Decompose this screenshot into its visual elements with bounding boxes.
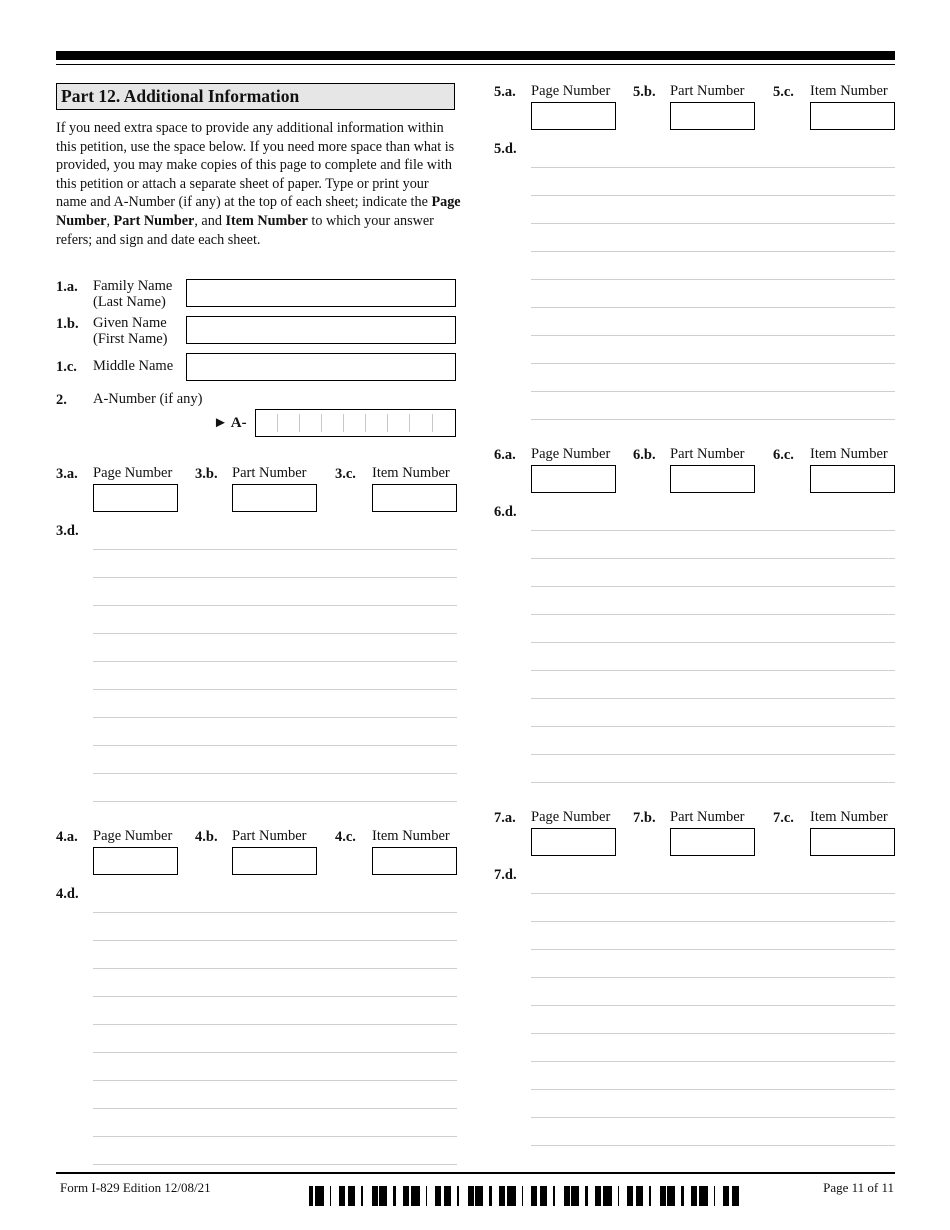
item-4-page-label: Page Number: [93, 828, 173, 844]
item-4d-answer-line[interactable]: [93, 996, 457, 997]
item-7-page-number: 7.a.: [494, 810, 516, 826]
item-1a-number: 1.a.: [56, 279, 78, 295]
item-6d-answer-line[interactable]: [531, 782, 895, 783]
item-5-part-input[interactable]: [670, 102, 755, 130]
item-3d-number: 3.d.: [56, 523, 79, 539]
item-3-page-input[interactable]: [93, 484, 178, 512]
item-3-item-input[interactable]: [372, 484, 457, 512]
family-name-label: Family Name: [93, 278, 173, 294]
item-4d-answer-line[interactable]: [93, 1080, 457, 1081]
barcode-icon: [309, 1186, 743, 1206]
a-number-prefix: ► A-: [213, 415, 247, 431]
item-4-page-number: 4.a.: [56, 829, 78, 845]
item-3d-answer-line[interactable]: [93, 745, 457, 746]
item-3-item-number: 3.c.: [335, 466, 356, 482]
item-7-part-number: 7.b.: [633, 810, 656, 826]
item-4-part-input[interactable]: [232, 847, 317, 875]
item-5-item-label: Item Number: [810, 83, 888, 99]
item-3d-answer-line[interactable]: [93, 801, 457, 802]
item-6-page-input[interactable]: [531, 465, 616, 493]
item-3d-answer-line[interactable]: [93, 661, 457, 662]
item-5-item-number: 5.c.: [773, 84, 794, 100]
item-4d-answer-line[interactable]: [93, 1108, 457, 1109]
item-4d-answer-line[interactable]: [93, 1052, 457, 1053]
intro-text: If you need extra space to provide any additional information within this petition, use the space below. If you need more space than what is provided, you may make copies of this page to complete and file with this petition or attach a separate sheet of paper. Type or print your name and A-Number (if any) at the top of each sheet; indicate the Page Number, Part Number, and Item Number to which your answer refers; and sign and date each sheet.: [56, 120, 461, 248]
item-7d-number: 7.d.: [494, 867, 517, 883]
middle-name-input[interactable]: [186, 353, 456, 381]
item-4-item-number: 4.c.: [335, 829, 356, 845]
item-6-item-label: Item Number: [810, 446, 888, 462]
item-4-part-number: 4.b.: [195, 829, 218, 845]
item-6-page-number: 6.a.: [494, 447, 516, 463]
item-4d-answer-line[interactable]: [93, 912, 457, 913]
top-thick-rule: [56, 51, 895, 60]
item-4-part-label: Part Number: [232, 828, 307, 844]
item-3d-answer-line[interactable]: [93, 773, 457, 774]
middle-name-label: Middle Name: [93, 358, 174, 374]
item-5d-answer-line[interactable]: [531, 167, 895, 168]
item-6d-answer-line[interactable]: [531, 754, 895, 755]
item-3-part-number: 3.b.: [195, 466, 218, 482]
item-6d-number: 6.d.: [494, 504, 517, 520]
item-6d-answer-line[interactable]: [531, 642, 895, 643]
item-5-page-input[interactable]: [531, 102, 616, 130]
item-7-item-label: Item Number: [810, 809, 888, 825]
item-6d-answer-line[interactable]: [531, 530, 895, 531]
item-4-item-input[interactable]: [372, 847, 457, 875]
item-3-page-label: Page Number: [93, 465, 173, 481]
item-7-page-label: Page Number: [531, 809, 611, 825]
item-5d-answer-line[interactable]: [531, 419, 895, 420]
item-2-number: 2.: [56, 392, 67, 408]
a-number-label: A-Number (if any): [93, 391, 203, 407]
item-3d-answer-line[interactable]: [93, 717, 457, 718]
item-7d-answer-line[interactable]: [531, 949, 895, 950]
item-5-part-label: Part Number: [670, 83, 745, 99]
family-name-input[interactable]: [186, 279, 456, 307]
item-5d-answer-line[interactable]: [531, 195, 895, 196]
item-4d-answer-line[interactable]: [93, 968, 457, 969]
item-5d-answer-line[interactable]: [531, 223, 895, 224]
item-5-item-input[interactable]: [810, 102, 895, 130]
item-5d-answer-line[interactable]: [531, 391, 895, 392]
item-1c-number: 1.c.: [56, 359, 77, 375]
item-3d-answer-line[interactable]: [93, 549, 457, 550]
item-6-part-label: Part Number: [670, 446, 745, 462]
item-4-item-label: Item Number: [372, 828, 450, 844]
given-name-sublabel: (First Name): [93, 331, 168, 347]
item-3d-answer-line[interactable]: [93, 689, 457, 690]
given-name-input[interactable]: [186, 316, 456, 344]
item-4-page-input[interactable]: [93, 847, 178, 875]
item-6d-answer-line[interactable]: [531, 670, 895, 671]
item-7-page-input[interactable]: [531, 828, 616, 856]
item-5d-answer-line[interactable]: [531, 363, 895, 364]
item-3d-answer-line[interactable]: [93, 605, 457, 606]
item-4d-answer-line[interactable]: [93, 940, 457, 941]
item-7d-answer-line[interactable]: [531, 1061, 895, 1062]
item-7-item-input[interactable]: [810, 828, 895, 856]
a-number-input[interactable]: [255, 409, 456, 437]
item-7d-answer-line[interactable]: [531, 921, 895, 922]
item-7d-answer-line[interactable]: [531, 1033, 895, 1034]
item-1b-number: 1.b.: [56, 316, 79, 332]
form-edition: Form I-829 Edition 12/08/21: [60, 1180, 211, 1195]
item-3-page-number: 3.a.: [56, 466, 78, 482]
item-5-page-number: 5.a.: [494, 84, 516, 100]
top-thin-rule: [56, 64, 895, 65]
item-5-page-label: Page Number: [531, 83, 611, 99]
item-6d-answer-line[interactable]: [531, 726, 895, 727]
part-title: Part 12. Additional Information: [61, 86, 300, 106]
item-5d-answer-line[interactable]: [531, 251, 895, 252]
part-header: [56, 83, 455, 110]
item-3d-answer-line[interactable]: [93, 577, 457, 578]
item-6-item-input[interactable]: [810, 465, 895, 493]
item-6-page-label: Page Number: [531, 446, 611, 462]
item-7-part-label: Part Number: [670, 809, 745, 825]
item-4d-answer-line[interactable]: [93, 1024, 457, 1025]
footer-rule: [56, 1172, 895, 1174]
given-name-label: Given Name: [93, 315, 167, 331]
item-6d-answer-line[interactable]: [531, 586, 895, 587]
item-3-item-label: Item Number: [372, 465, 450, 481]
item-6-part-input[interactable]: [670, 465, 755, 493]
item-7d-answer-line[interactable]: [531, 1145, 895, 1146]
item-5-part-number: 5.b.: [633, 84, 656, 100]
item-6d-answer-line[interactable]: [531, 558, 895, 559]
item-3d-answer-line[interactable]: [93, 633, 457, 634]
item-7-item-number: 7.c.: [773, 810, 794, 826]
item-7d-answer-line[interactable]: [531, 1005, 895, 1006]
item-5d-answer-line[interactable]: [531, 335, 895, 336]
item-7d-answer-line[interactable]: [531, 977, 895, 978]
item-4d-number: 4.d.: [56, 886, 79, 902]
item-3-part-input[interactable]: [232, 484, 317, 512]
item-7d-answer-line[interactable]: [531, 1117, 895, 1118]
item-4d-answer-line[interactable]: [93, 1136, 457, 1137]
item-6-part-number: 6.b.: [633, 447, 656, 463]
item-6d-answer-line[interactable]: [531, 698, 895, 699]
item-5d-number: 5.d.: [494, 141, 517, 157]
page-number: Page 11 of 11: [823, 1180, 894, 1195]
item-6-item-number: 6.c.: [773, 447, 794, 463]
item-7d-answer-line[interactable]: [531, 893, 895, 894]
item-4d-answer-line[interactable]: [93, 1164, 457, 1165]
item-7-part-input[interactable]: [670, 828, 755, 856]
item-3-part-label: Part Number: [232, 465, 307, 481]
item-5d-answer-line[interactable]: [531, 307, 895, 308]
item-6d-answer-line[interactable]: [531, 614, 895, 615]
item-7d-answer-line[interactable]: [531, 1089, 895, 1090]
item-5d-answer-line[interactable]: [531, 279, 895, 280]
family-name-sublabel: (Last Name): [93, 294, 166, 310]
